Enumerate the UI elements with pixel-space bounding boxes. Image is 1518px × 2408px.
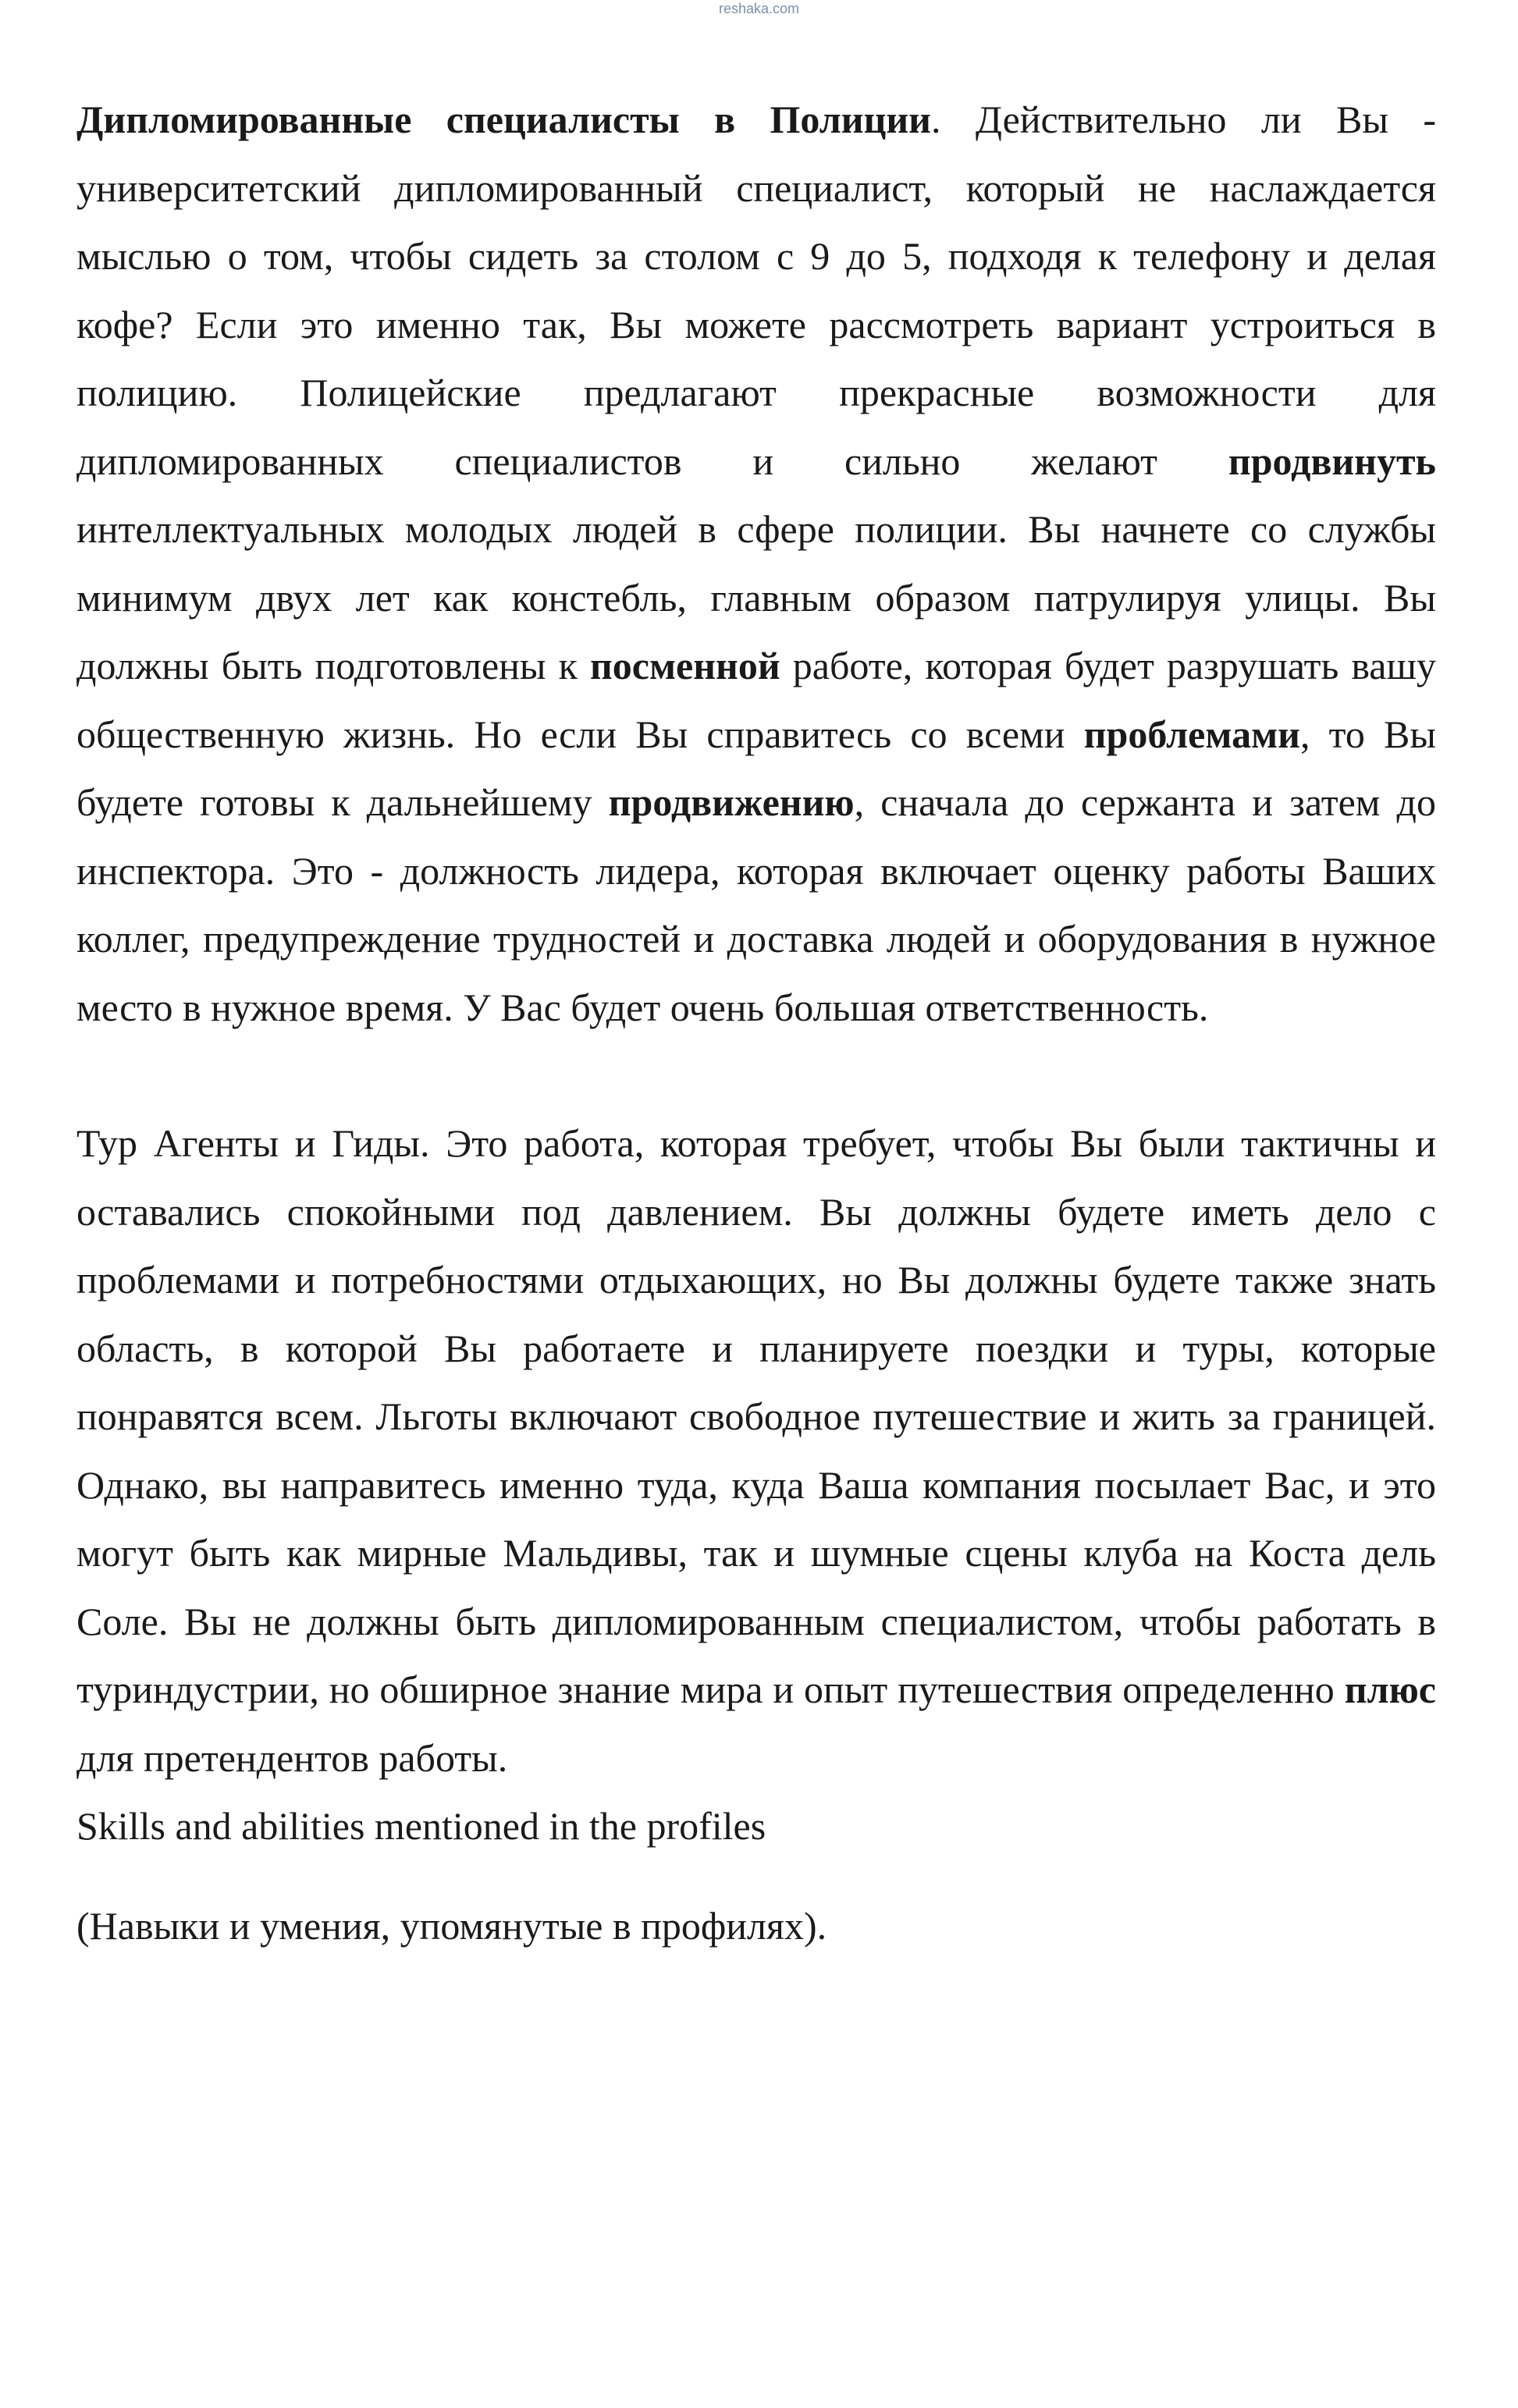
paragraph-gap bbox=[76, 1042, 1436, 1110]
text-segment: для претендентов работы. bbox=[76, 1735, 508, 1780]
line-gap bbox=[76, 1861, 1436, 1892]
bold-term: продвижению bbox=[608, 780, 855, 824]
text-segment: , то Вы будете готовы к дальнейшему bbox=[76, 712, 1437, 824]
bold-term: посменной bbox=[590, 644, 780, 687]
paragraph-tour-agents bbox=[76, 1110, 1436, 1792]
text-segment: интеллектуальных молодых людей в сфере полиции. Вы начнете со службы минимум двух лет как констебль, главным образом патрулируя улицы. Вы должны быть подготовлены к bbox=[76, 507, 1436, 687]
bold-term: проблемами bbox=[1083, 712, 1300, 756]
site-watermark: reshaka.com bbox=[718, 1, 800, 16]
skills-heading-ru: (Навыки и умения, упомянутые в профилях). bbox=[76, 1903, 827, 1948]
bold-term: плюс bbox=[1344, 1667, 1436, 1711]
text-segment: . Действительно ли Вы - университетский дипломированный специалист, который не наслаждается мыслью о том, чтобы сидеть за столом с 9 до 5, подходя к телефону и делая кофе? Если это именно так, Вы можете рассмотреть вариант устроиться в полицию. Полицейские предлагают прекрасные возможности для дипломированных специалистов и сильно желают bbox=[76, 98, 1436, 483]
skills-heading-en: Skills and abilities mentioned in the profiles bbox=[76, 1804, 766, 1848]
text-segment: Тур Агенты и Гиды. Это работа, которая требует, чтобы Вы были тактичны и оставались спокойными под давлением. Вы должны будете иметь дело с проблемами и потребностями отдыхающих, но Вы должны будете также знать область, в которой Вы работаете и планируете поездки и туры, которые понравятся всем. Льготы включают свободное путешествие и жить за границей. Однако, вы направитесь именно туда, куда Ваша компания посылает Вас, и это могут быть как мирные Мальдивы, так и шумные сцены клуба на Коста дель Соле. Вы не должны быть дипломированным специалистом, чтобы работать в туриндустрии, но обширное знание мира и опыт путешествия определенно bbox=[76, 1121, 1436, 1711]
document-body bbox=[76, 86, 1436, 1960]
text-segment: работе, которая будет разрушать вашу общественную жизнь. Но если Вы справитесь со всеми bbox=[76, 644, 1437, 756]
text-segment: , сначала до сержанта и затем до инспектора. Это - должность лидера, которая включает оценку работы Ваших коллег, предупреждение трудностей и доставка людей и оборудования в нужное место в нужное время. У Вас будет очень большая ответственность. bbox=[76, 780, 1436, 1029]
bold-term: продвинуть bbox=[1228, 439, 1436, 483]
paragraph-heading: Дипломированные специалисты в Полиции bbox=[76, 98, 931, 141]
paragraph-police bbox=[76, 86, 1436, 1042]
